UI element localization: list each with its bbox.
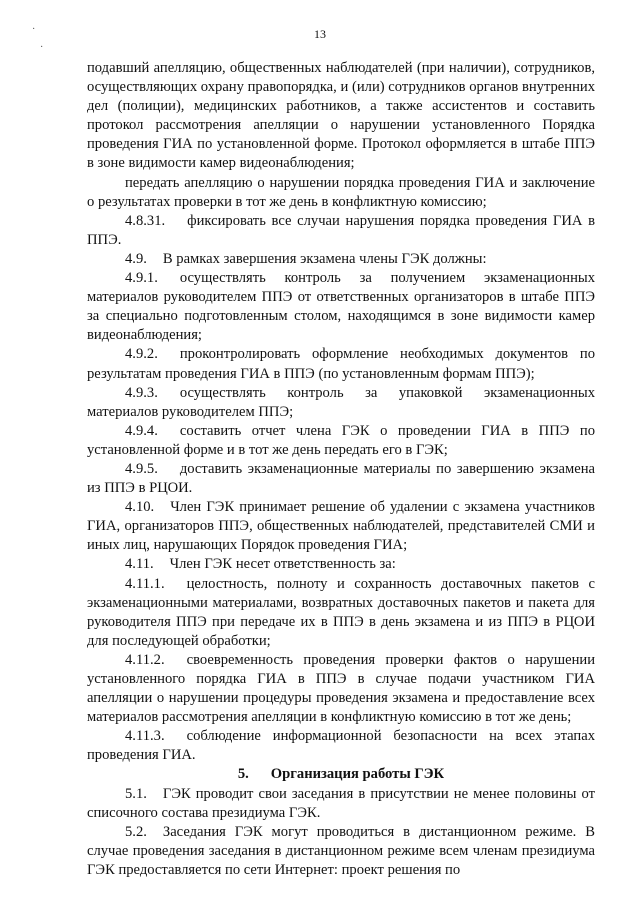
clause-number: 4.11.2.	[125, 651, 165, 668]
clause-number: 4.9.5.	[125, 460, 158, 477]
paragraph-text: В рамках завершения экзамена члены ГЭК должны:	[162, 250, 487, 267]
clause-number: 4.8.31.	[125, 212, 166, 229]
clause-number: 4.9.2.	[125, 346, 158, 363]
paragraph-text: Член ГЭК принимает решение об удалении с экзамена участников ГИА, организаторов ППЭ, общественных наблюдателей, представителей СМИ и иных лиц, нарушающих Порядок проведения ГИА;	[87, 499, 595, 554]
paragraph	[87, 174, 595, 212]
paragraph-text: осуществлять контроль за упаковкой экзаменационных материалов руководителем ППЭ;	[87, 384, 595, 420]
scan-mark: ·	[40, 42, 44, 53]
paragraph	[87, 823, 595, 880]
paragraph-text: подавший апелляцию, общественных наблюдателей (при наличии), сотрудников, осуществляющих охрану правопорядка, и (или) сотрудников органов внутренних дел (полиции), медицинских работников, а также ассистентов и составить протокол рассмотрения апелляции о нарушении установленного Порядка проведения ГИА по установленной форме. Протокол оформляется в штабе ППЭ в зоне видимости камер видеонаблюдения;	[87, 60, 595, 172]
paragraph-text: составить отчет члена ГЭК о проведении ГИА в ППЭ по установленной форме и в тот же день передать его в ГЭК;	[87, 422, 595, 458]
paragraph	[87, 651, 595, 727]
page-number: 13	[314, 27, 326, 41]
paragraph	[87, 212, 595, 250]
paragraph	[87, 460, 595, 498]
paragraph-text: Член ГЭК несет ответственность за:	[169, 556, 396, 573]
clause-number: 4.9.1.	[125, 270, 158, 287]
clause-number: 4.10.	[125, 499, 155, 516]
paragraph-text: ГЭК проводит свои заседания в присутствии не менее половины от списочного состава президиума ГЭК.	[87, 785, 595, 821]
clause-number: 5.1.	[125, 785, 147, 802]
clause-number: 4.9.4.	[125, 422, 158, 439]
scan-mark: ·	[32, 24, 36, 35]
paragraph	[87, 384, 595, 422]
paragraph-text: своевременность проведения проверки фактов о нарушении установленного порядка ГИА в ППЭ в случае подачи участником ГИА апелляции о нарушении процедуры проведения экзамена и предоставление всех материалов рассмотрения апелляции в конфликтную комиссию в тот же день;	[87, 651, 595, 726]
clause-number: 4.9.	[125, 250, 147, 267]
paragraph-text: проконтролировать оформление необходимых документов по результатам проведения ГИА в ППЭ (по установленным формам ППЭ);	[87, 346, 595, 382]
paragraph-text: фиксировать все случаи нарушения порядка проведения ГИА в ППЭ.	[87, 212, 595, 248]
clause-number: 5.2.	[125, 823, 147, 840]
paragraph	[87, 555, 595, 574]
paragraph	[87, 345, 595, 383]
paragraph	[87, 269, 595, 345]
paragraph-text: Заседания ГЭК могут проводиться в дистанционном режиме. В случае проведения заседания в дистанционном режиме всем членам президиума ГЭК предоставляется по сети Интернет: проект решения по	[87, 823, 595, 878]
clause-number: 4.11.	[125, 556, 154, 573]
paragraph	[87, 575, 595, 651]
section-number: 5.	[237, 766, 249, 783]
paragraph-text: передать апелляцию о нарушении порядка проведения ГИА и заключение о результатах проверки в тот же день в конфликтную комиссию;	[87, 174, 595, 210]
paragraph-text: доставить экзаменационные материалы по завершению экзамена из ППЭ в РЦОИ.	[87, 460, 595, 497]
paragraph	[87, 785, 595, 823]
paragraph	[87, 422, 595, 460]
paragraph-text: целостность, полноту и сохранность доставочных пакетов с экзаменационными материалами, возвратных доставочных пакетов и пакета для руководителя ППЭ при передаче их в ППЭ в день экзамена и из ППЭ в РЦОИ для последующей обработки;	[87, 575, 595, 649]
paragraph-text: соблюдение информационной безопасности на всех этапах проведения ГИА.	[87, 728, 595, 764]
clause-number: 4.9.3.	[125, 384, 158, 401]
paragraph	[87, 498, 595, 555]
paragraph	[87, 250, 595, 269]
paragraph-text: осуществлять контроль за получением экзаменационных материалов руководителем ППЭ от ответственных организаторов в штабе ППЭ за специально подготовленным столом, находящимся в зоне видимости камер видеонаблюдения;	[87, 270, 595, 344]
document-body	[87, 59, 595, 880]
section-title: Организация работы ГЭК	[270, 766, 445, 783]
paragraph	[87, 727, 595, 765]
clause-number: 4.11.1.	[125, 575, 165, 592]
paragraph	[87, 59, 595, 174]
section-heading	[87, 765, 595, 784]
clause-number: 4.11.3.	[125, 728, 165, 745]
